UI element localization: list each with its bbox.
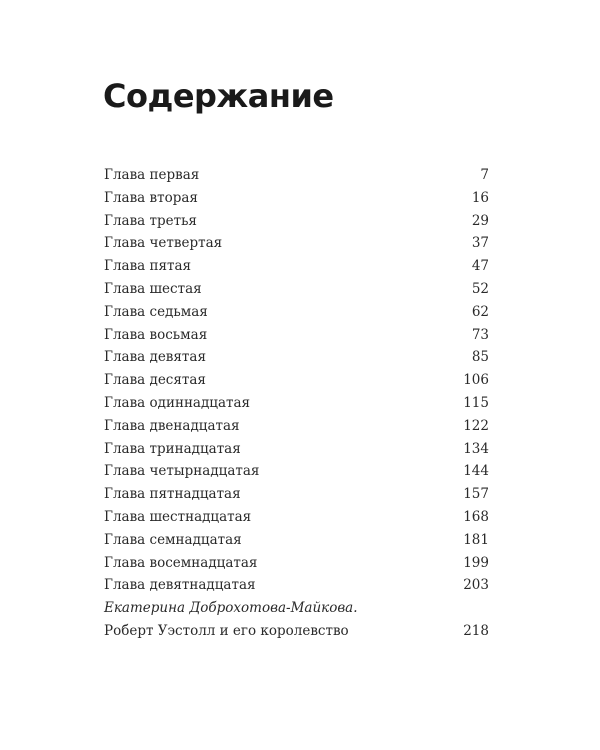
toc-entry-chapter-16[interactable] (104, 506, 489, 529)
toc-entry-chapter-5[interactable] (104, 255, 489, 278)
toc-entry-chapter-1[interactable] (104, 164, 489, 187)
toc-entry-chapter-12[interactable] (104, 415, 489, 438)
toc-entry-page: 37 (471, 235, 489, 252)
toc-entry-chapter-4[interactable] (104, 232, 489, 255)
toc-entry-page: 157 (463, 486, 489, 503)
toc-entry-label: Глава третья (104, 212, 197, 229)
afterword-title-row (104, 620, 489, 643)
toc-entry-label: Глава седьмая (104, 303, 208, 320)
afterword-author: Екатерина Доброхотова-Майкова. (104, 600, 358, 617)
toc-entry-label: Глава девятнадцатая (104, 577, 256, 594)
toc-entry-label: Глава четвертая (104, 235, 223, 252)
toc-entry-page: 203 (463, 577, 489, 594)
toc-entry-page: 199 (463, 554, 489, 571)
toc-entry-chapter-13[interactable] (104, 438, 489, 461)
toc-entry-page: 73 (471, 326, 489, 343)
toc-entry-label: Глава семнадцатая (104, 531, 242, 548)
toc-entry-chapter-15[interactable] (104, 483, 489, 506)
toc-entry-chapter-14[interactable] (104, 460, 489, 483)
toc-entry-page: 122 (463, 417, 489, 434)
table-of-contents (104, 164, 489, 643)
toc-entry-label: Глава шестая (104, 280, 202, 297)
toc-entry-page: 7 (480, 167, 489, 183)
toc-entry-chapter-18[interactable] (104, 552, 489, 575)
toc-entry-chapter-3[interactable] (104, 210, 489, 233)
toc-entry-page: 47 (471, 258, 489, 275)
toc-entry-page: 181 (463, 531, 489, 548)
toc-entry-label: Глава двенадцатая (104, 417, 240, 434)
toc-entry-chapter-6[interactable] (104, 278, 489, 301)
toc-entry-label: Глава восьмая (104, 326, 208, 343)
toc-entry-page: 52 (471, 280, 489, 297)
toc-entry-page: 168 (463, 508, 489, 525)
toc-entry-label: Глава восемнадцатая (104, 554, 258, 571)
toc-entry-chapter-11[interactable] (104, 392, 489, 415)
toc-entry-label: Глава пятнадцатая (104, 486, 241, 503)
toc-entry-page: 115 (463, 394, 489, 411)
toc-entry-page: 106 (463, 372, 489, 389)
toc-entry-label: Глава первая (104, 167, 200, 183)
toc-entry-chapter-19[interactable] (104, 574, 489, 597)
toc-entry-label: Глава вторая (104, 189, 198, 206)
toc-entry-chapter-2[interactable] (104, 187, 489, 210)
afterword-title: Роберт Уэстолл и его королевство (104, 622, 349, 639)
toc-entry-chapter-10[interactable] (104, 369, 489, 392)
toc-entry-label: Глава девятая (104, 349, 206, 366)
toc-entry-page: 85 (471, 349, 489, 366)
toc-entry-label: Глава четырнадцатая (104, 463, 260, 480)
toc-entry-page: 62 (471, 303, 489, 320)
toc-entry-page: 16 (471, 189, 489, 206)
toc-entry-page: 29 (471, 212, 489, 229)
toc-entry-page: 144 (463, 463, 489, 480)
toc-entry-label: Глава одиннадцатая (104, 394, 251, 411)
toc-entry-label: Глава пятая (104, 258, 192, 275)
toc-entry-label: Глава десятая (104, 372, 206, 389)
toc-entry-afterword[interactable] (104, 597, 489, 643)
toc-entry-page: 134 (463, 440, 489, 457)
toc-entry-label: Глава шестнадцатая (104, 508, 252, 525)
page-title: Содержание (103, 77, 334, 115)
toc-entry-page: 218 (463, 622, 489, 639)
toc-entry-chapter-9[interactable] (104, 346, 489, 369)
toc-entry-chapter-17[interactable] (104, 529, 489, 552)
toc-entry-chapter-7[interactable] (104, 301, 489, 324)
toc-entry-label: Глава тринадцатая (104, 440, 241, 457)
toc-entry-chapter-8[interactable] (104, 324, 489, 347)
